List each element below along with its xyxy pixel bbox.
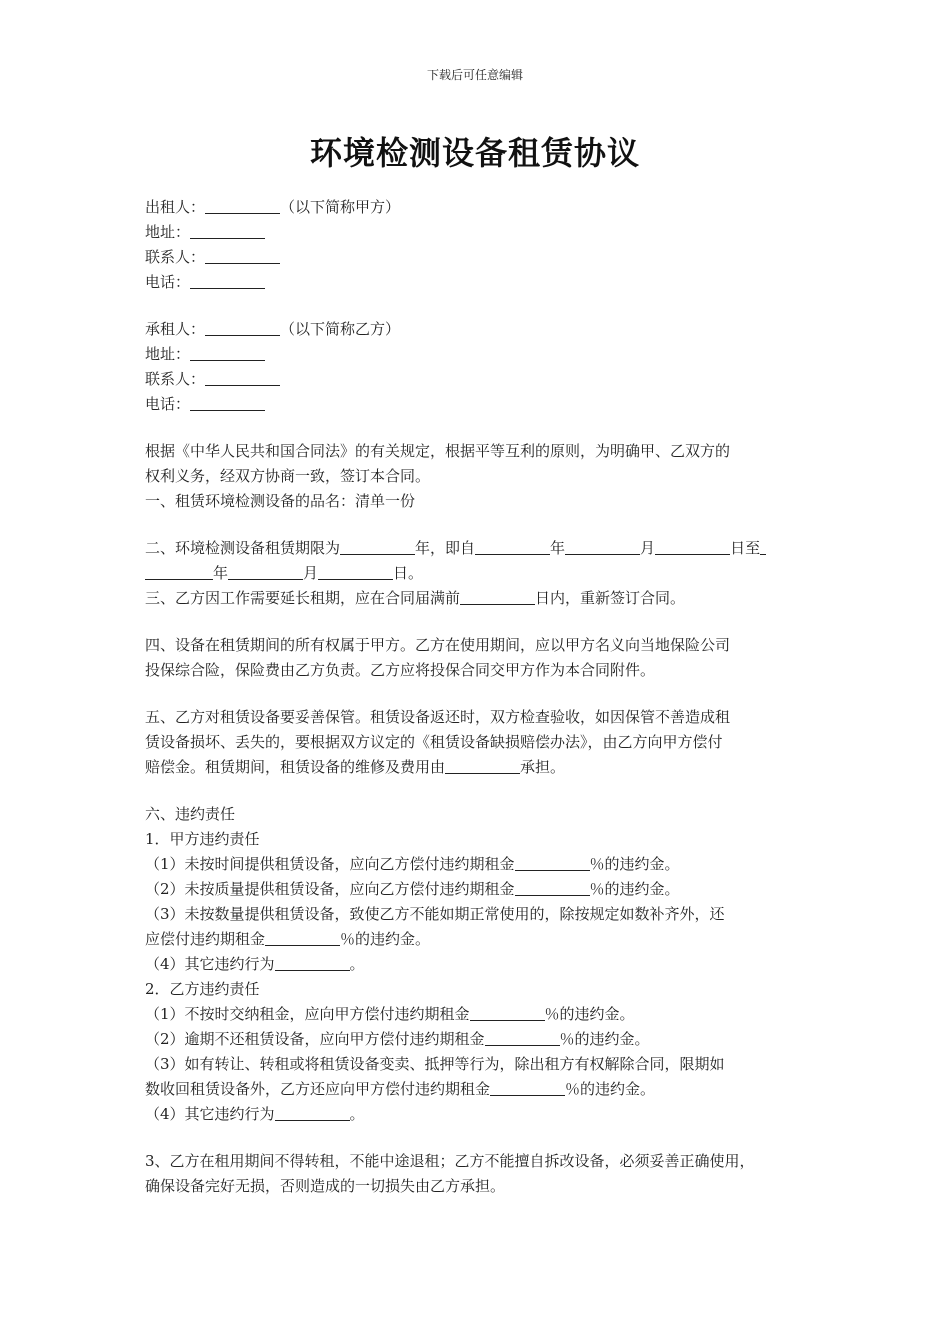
blank-field[interactable]: [318, 563, 393, 580]
party-a-item: （2）未按质量提供租赁设备，应向乙方偿付违约期租金 ％的违约金。: [145, 880, 680, 898]
blank-field[interactable]: [228, 563, 303, 580]
document-body: [145, 195, 825, 1199]
blank-field[interactable]: [205, 197, 280, 214]
clause-6-heading: 六、违约责任: [145, 805, 236, 823]
clause-2-line: 二、环境检测设备租赁期限为 年，即自 年 月 日至: [145, 536, 825, 561]
lessor-contact-line: 联系人：: [145, 245, 825, 270]
party-a-item: 应偿付违约期租金 ％的违约金。: [145, 930, 431, 948]
party-b-item: （4）其它违约行为 。: [145, 1105, 365, 1123]
blank-field[interactable]: [445, 757, 520, 774]
header-note: 下载后可任意编辑: [426, 68, 523, 82]
party-b-liability-heading: 2．乙方违约责任: [145, 980, 260, 998]
lessor-name-line: 出租人： （以下简称甲方）: [145, 198, 401, 216]
lessee-phone-line: 电话：: [145, 392, 825, 417]
blank-field[interactable]: [515, 879, 590, 896]
blank-field[interactable]: [145, 563, 213, 580]
party-b-item: 数收回租赁设备外，乙方还应向甲方偿付违约期租金 ％的违约金。: [145, 1080, 656, 1098]
blank-field[interactable]: [190, 394, 265, 411]
clause-4-line: 投保综合险，保险费由乙方负责。乙方应将投保合同交甲方作为本合同附件。: [145, 661, 656, 679]
lessee-name-line: 承租人： （以下简称乙方）: [145, 320, 401, 338]
blank-field[interactable]: [760, 538, 766, 555]
blank-field[interactable]: [490, 1079, 565, 1096]
clause-2-line: 年 月 日。: [145, 561, 825, 586]
party-a-item: （3）未按数量提供租赁设备，致使乙方不能如期正常使用的，除按规定如数补齐外，还: [145, 905, 725, 923]
clause-5-line: 五、乙方对租赁设备要妥善保管。租赁设备返还时，双方检查验收，如因保管不善造成租: [145, 708, 731, 726]
blank-field[interactable]: [190, 272, 265, 289]
party-a-item: （4）其它违约行为 。: [145, 955, 365, 973]
blank-field[interactable]: [190, 222, 265, 239]
blank-field[interactable]: [485, 1029, 560, 1046]
blank-field[interactable]: [205, 319, 280, 336]
blank-field[interactable]: [475, 538, 550, 555]
clause-3b-line: 确保设备完好无损，否则造成的一切损失由乙方承担。: [145, 1177, 506, 1195]
blank-field[interactable]: [340, 538, 415, 555]
blank-field[interactable]: [470, 1004, 545, 1021]
party-a-liability-heading: 1．甲方违约责任: [145, 830, 260, 848]
lessee-address-line: 地址：: [145, 342, 825, 367]
document-title: 环境检测设备租赁协议: [309, 134, 640, 172]
preamble-line: 权利义务，经双方协商一致，签订本合同。: [145, 467, 431, 485]
clause-4-line: 四、设备在租赁期间的所有权属于甲方。乙方在使用期间，应以甲方名义向当地保险公司: [145, 636, 731, 654]
blank-field[interactable]: [205, 369, 280, 386]
clause-3b-line: 3、乙方在租用期间不得转租，不能中途退租；乙方不能擅自拆改设备，必须妥善正确使用，: [145, 1152, 755, 1170]
lessee-contact-line: 联系人：: [145, 367, 825, 392]
clause-1: 一、租赁环境检测设备的品名：清单一份: [145, 492, 416, 510]
blank-field[interactable]: [460, 588, 535, 605]
blank-field[interactable]: [265, 929, 340, 946]
clause-5-line: 赔偿金。租赁期间，租赁设备的维修及费用由 承担。: [145, 758, 566, 776]
blank-field[interactable]: [515, 854, 590, 871]
blank-field[interactable]: [275, 954, 350, 971]
blank-field[interactable]: [205, 247, 280, 264]
party-b-item: （2）逾期不还租赁设备，应向甲方偿付违约期租金 ％的违约金。: [145, 1030, 650, 1048]
lessor-address-line: 地址：: [145, 220, 825, 245]
party-b-item: （3）如有转让、转租或将租赁设备变卖、抵押等行为，除出租方有权解除合同，限期如: [145, 1055, 725, 1073]
clause-3: 三、乙方因工作需要延长租期，应在合同届满前 日内，重新签订合同。: [145, 589, 686, 607]
party-b-item: （1）不按时交纳租金，应向甲方偿付违约期租金 ％的违约金。: [145, 1005, 635, 1023]
clause-5-line: 赁设备损坏、丢失的，要根据双方议定的《租赁设备缺损赔偿办法》，由乙方向甲方偿付: [145, 733, 723, 751]
preamble-line: 根据《中华人民共和国合同法》的有关规定，根据平等互利的原则，为明确甲、乙双方的: [145, 442, 731, 460]
blank-field[interactable]: [275, 1104, 350, 1121]
blank-field[interactable]: [655, 538, 730, 555]
blank-field[interactable]: [565, 538, 640, 555]
party-a-item: （1）未按时间提供租赁设备，应向乙方偿付违约期租金 ％的违约金。: [145, 855, 680, 873]
lessor-phone-line: 电话：: [145, 270, 825, 295]
blank-field[interactable]: [190, 344, 265, 361]
